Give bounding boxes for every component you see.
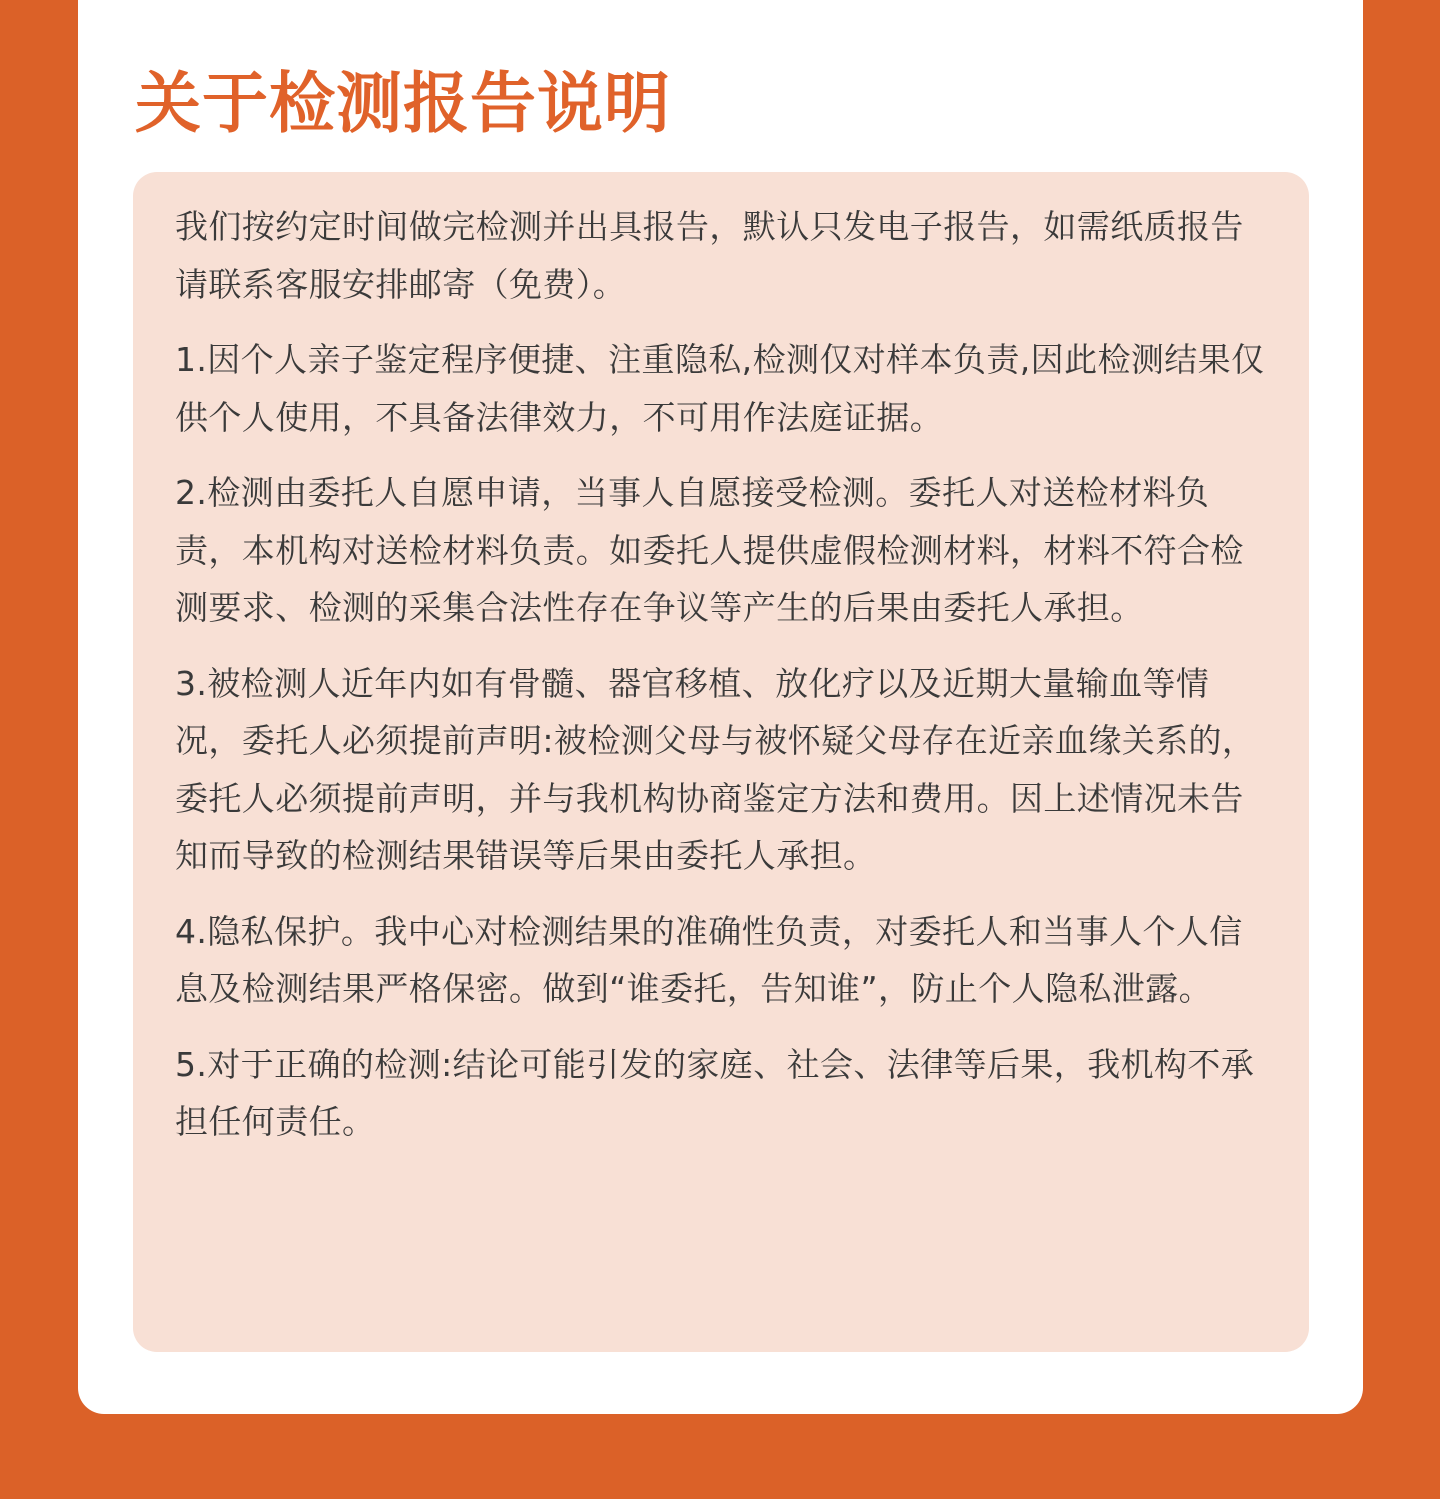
clause-5: 5.对于正确的检测:结论可能引发的家庭、社会、法律等后果，我机构不承担任何责任。 <box>175 1044 1255 1141</box>
clause-1: 1.因个人亲子鉴定程序便捷、注重隐私,检测仅对样本负责,因此检测结果仅供个人使用，不具备法律效力，不可用作法庭证据。 <box>175 340 1265 437</box>
intro-paragraph: 我们按约定时间做完检测并出具报告，默认只发电子报告，如需纸质报告请联系客服安排邮寄（免费）。 <box>175 207 1244 304</box>
clause-2: 2.检测由委托人自愿申请，当事人自愿接受检测。委托人对送检材料负责，本机构对送检材料负责。如委托人提供虚假检测材料，材料不符合检测要求、检测的采集合法性存在争议等产生的后果由委托人承担。 <box>175 473 1244 627</box>
notice-box <box>133 172 1309 1352</box>
clause-3: 3.被检测人近年内如有骨髓、器官移植、放化疗以及近期大量输血等情况，委托人必须提前声明:被检测父母与被怀疑父母存在近亲血缘关系的，委托人必须提前声明，并与我机构协商鉴定方法和费用。因上述情况未告知而导致的检测结果错误等后果由委托人承担。 <box>175 663 1256 875</box>
content-card <box>78 0 1363 1414</box>
page-title: 关于检测报告说明 <box>135 65 671 142</box>
clause-4: 4.隐私保护。我中心对检测结果的准确性负责，对委托人和当事人个人信息及检测结果严格保密。做到“谁委托，告知谁”，防止个人隐私泄露。 <box>175 911 1243 1008</box>
